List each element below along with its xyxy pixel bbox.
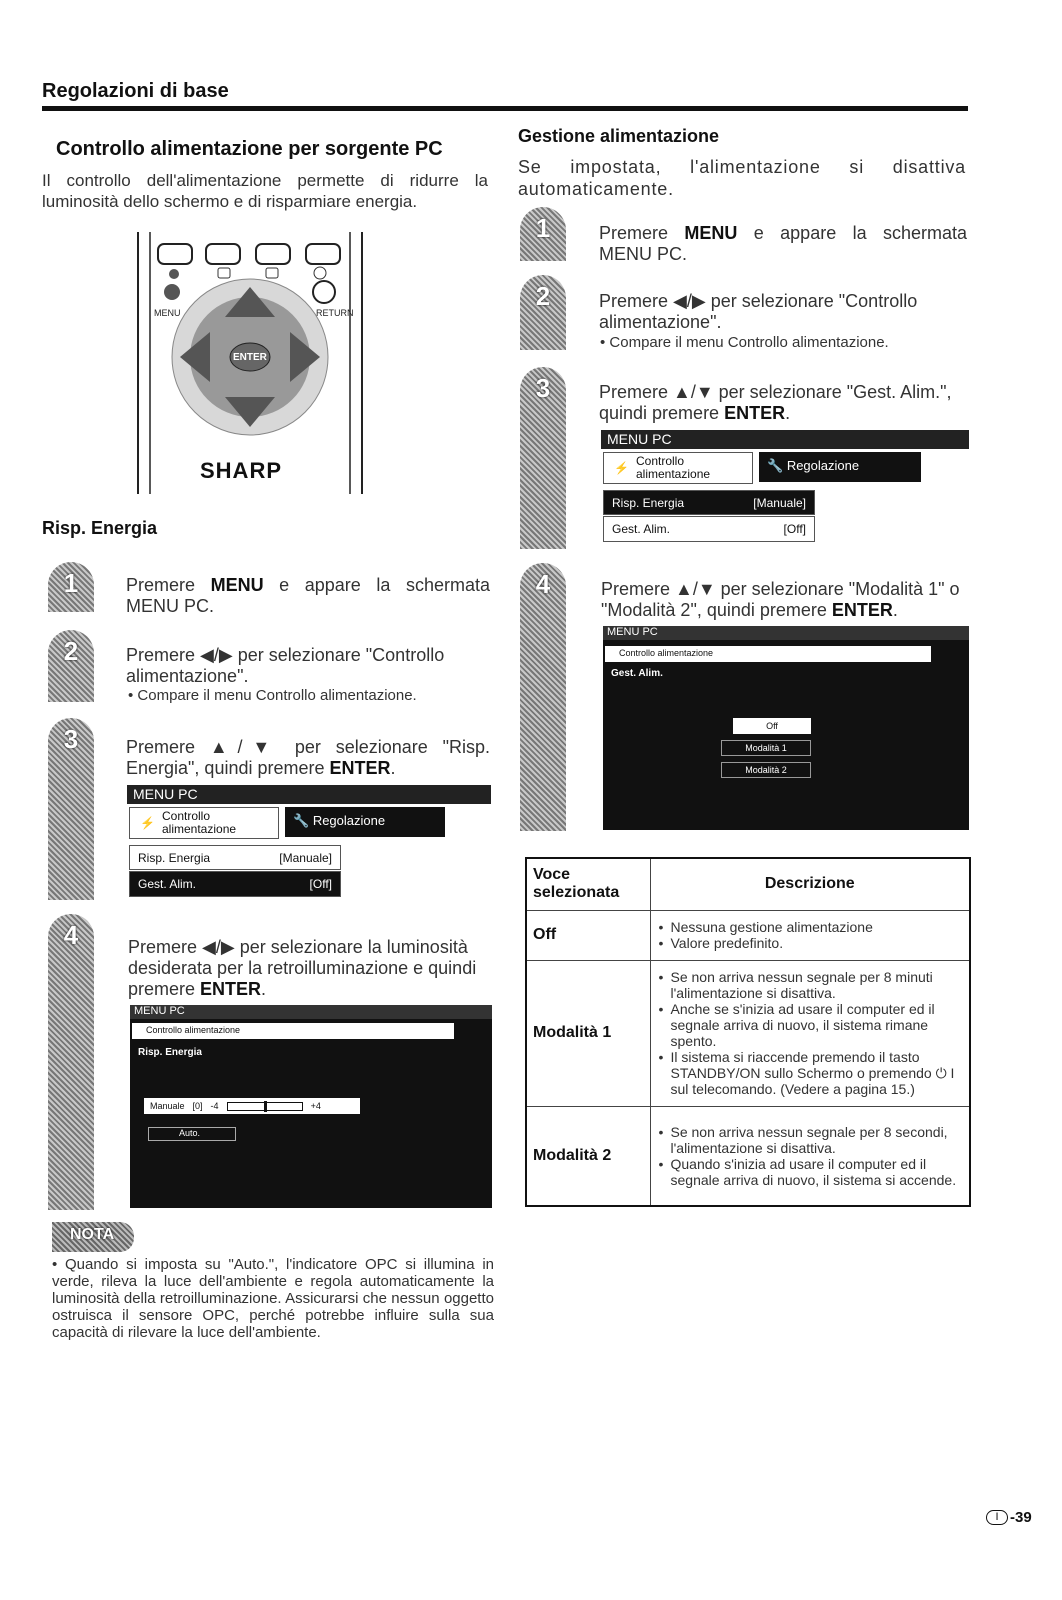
wrench-icon: 🔧 — [293, 813, 310, 828]
left-step-4: Premere ◀/▶ per selezionare la luminosità desiderata per la retroilluminazione e quindi premere ENTER. — [128, 937, 477, 999]
language-badge: I — [986, 1510, 1008, 1525]
right-step-3: Premere ▲/▼ per selezionare "Gest. Alim.", quindi premere ENTER. — [599, 382, 952, 423]
step-badge: 4 — [48, 914, 94, 1210]
brightness-slider[interactable] — [227, 1102, 303, 1111]
table-row — [526, 960, 970, 1106]
right-step-2-bullet: • Compare il menu Controllo alimentazione. — [600, 334, 889, 351]
wrench-icon: 🔧 — [767, 458, 784, 473]
option-off[interactable]: Off — [733, 718, 811, 734]
right-intro: Se impostata, l'alimentazione si disattiva automaticamente. — [518, 157, 966, 199]
menu-pc-screen — [130, 1005, 492, 1208]
table-cell-descrizione — [650, 910, 970, 960]
col-voce-header: Voce selezionata — [526, 858, 650, 910]
remote-return-label: RETURN — [316, 308, 354, 318]
table-cell-descrizione — [650, 960, 970, 1106]
page-header: Regolazioni di base — [42, 80, 229, 102]
tab-regolazione[interactable]: 🔧 Regolazione — [759, 452, 921, 482]
left-intro: Il controllo dell'alimentazione permette di ridurre la luminosità dello schermo e di risparmiare energia. — [42, 171, 488, 211]
tab-regolazione[interactable]: 🔧 Regolazione — [285, 807, 445, 837]
step-badge: 1 — [48, 562, 94, 612]
step-badge: 2 — [520, 275, 566, 350]
table-bullet: • Nessuna gestione alimentazione — [657, 919, 964, 935]
tab-controllo-alimentazione[interactable]: ⚡ Controllo alimentazione — [603, 452, 753, 484]
remote-menu-label: MENU — [154, 308, 181, 318]
option-risp-energia[interactable]: Risp. Energia [Manuale] — [129, 845, 341, 870]
right-step-2: Premere ◀/▶ per selezionare "Controllo alimentazione". — [599, 291, 918, 332]
step-badge: 1 — [520, 207, 566, 261]
menu-tab-controllo[interactable]: Controllo alimentazione — [605, 646, 931, 662]
table-bullet: • Anche se s'inizia ad usare il computer ed il segnale arriva di nuovo, il sistema rimane spento. — [657, 1001, 964, 1049]
left-step-1: Premere MENU e appare la schermata MENU PC. — [126, 575, 490, 616]
table-row — [526, 910, 970, 960]
menu-header: MENU PC — [603, 626, 969, 640]
remote-brand: SHARP — [200, 458, 283, 483]
step-badge: 3 — [520, 367, 566, 549]
table-bullet: • Valore predefinito. — [657, 935, 964, 951]
nota-text: • Quando si imposta su "Auto.", l'indicatore OPC si illumina in verde, rileva la luce dell'ambiente e regola automaticamente la luminosità della retroilluminazione. Assicurarsi che nessun oggetto ostruisca il sensore OPC, perché potrebbe influire sulla sua capacità di rilevare la luce dell'ambiente. — [52, 1256, 495, 1341]
table-cell-voce: Modalità 2 — [526, 1106, 650, 1206]
menu-header: MENU PC — [130, 1005, 492, 1019]
col-descrizione-header: Descrizione — [650, 858, 970, 910]
left-section-title: Controllo alimentazione per sorgente PC — [56, 138, 443, 160]
header-rule — [42, 106, 968, 111]
option-auto[interactable]: Auto. — [148, 1127, 236, 1141]
nota-badge: NOTA — [52, 1222, 134, 1252]
table-bullet: • Il sistema si riaccende premendo il tasto STANDBY/ON sullo Schermo o premendo ⏻ I sul telecomando. (Vedere a pagina 15.) — [657, 1049, 964, 1097]
menu-header: MENU PC — [127, 785, 491, 804]
menu-item: Risp. Energia — [138, 1047, 202, 1058]
table-cell-voce: Modalità 1 — [526, 960, 650, 1106]
table-bullet: • Se non arriva nessun segnale per 8 secondi, l'alimentazione si disattiva. — [657, 1124, 964, 1156]
right-step-4: Premere ▲/▼ per selezionare "Modalità 1" o "Modalità 2", quindi premere ENTER. — [601, 579, 960, 620]
option-risp-energia[interactable]: Risp. Energia [Manuale] — [603, 490, 815, 515]
option-gest-alim[interactable]: Gest. Alim. [Off] — [129, 871, 341, 897]
tab-controllo-alimentazione[interactable]: ⚡ Controllo alimentazione — [129, 807, 279, 839]
page-number: I -39 — [986, 1509, 1032, 1526]
left-step-2-bullet: • Compare il menu Controllo alimentazione. — [128, 687, 417, 704]
table-cell-descrizione — [650, 1106, 970, 1206]
menu-tab-controllo[interactable]: Controllo alimentazione — [132, 1023, 454, 1039]
right-section-title: Gestione alimentazione — [518, 126, 720, 146]
table-cell-voce: Off — [526, 910, 650, 960]
left-subtitle: Risp. Energia — [42, 518, 158, 538]
table-bullet: • Quando s'inizia ad usare il computer ed il segnale arriva di nuovo, il sistema si accende. — [657, 1156, 964, 1188]
power-management-table — [525, 857, 971, 1207]
left-step-3: Premere ▲/▼ per selezionare "Risp. Energia", quindi premere ENTER. — [126, 737, 490, 778]
right-step-1: Premere MENU e appare la schermata MENU PC. — [599, 223, 967, 264]
table-header-row — [526, 858, 970, 910]
option-modalita-1[interactable]: Modalità 1 — [721, 740, 811, 756]
power-icon: ⚡ — [140, 816, 155, 830]
menu-pc-screen — [601, 430, 969, 544]
menu-pc-screen — [127, 785, 491, 899]
left-step-2: Premere ◀/▶ per selezionare "Controllo alimentazione". — [126, 645, 445, 686]
power-icon: ⚡ — [614, 461, 629, 475]
option-modalita-2[interactable]: Modalità 2 — [721, 762, 811, 778]
step-badge: 2 — [48, 630, 94, 702]
step-badge: 3 — [48, 718, 94, 900]
table-bullet: • Se non arriva nessun segnale per 8 minuti l'alimentazione si disattiva. — [657, 969, 964, 1001]
remote-illustration — [130, 232, 370, 494]
menu-pc-screen — [603, 626, 969, 830]
table-row — [526, 1106, 970, 1206]
option-gest-alim[interactable]: Gest. Alim. [Off] — [603, 516, 815, 542]
brightness-slider-row[interactable]: Manuale [0] -4 +4 — [144, 1098, 360, 1114]
step-badge: 4 — [520, 563, 566, 831]
remote-enter-label: ENTER — [233, 352, 267, 363]
menu-header: MENU PC — [601, 430, 969, 449]
menu-item: Gest. Alim. — [611, 668, 663, 679]
